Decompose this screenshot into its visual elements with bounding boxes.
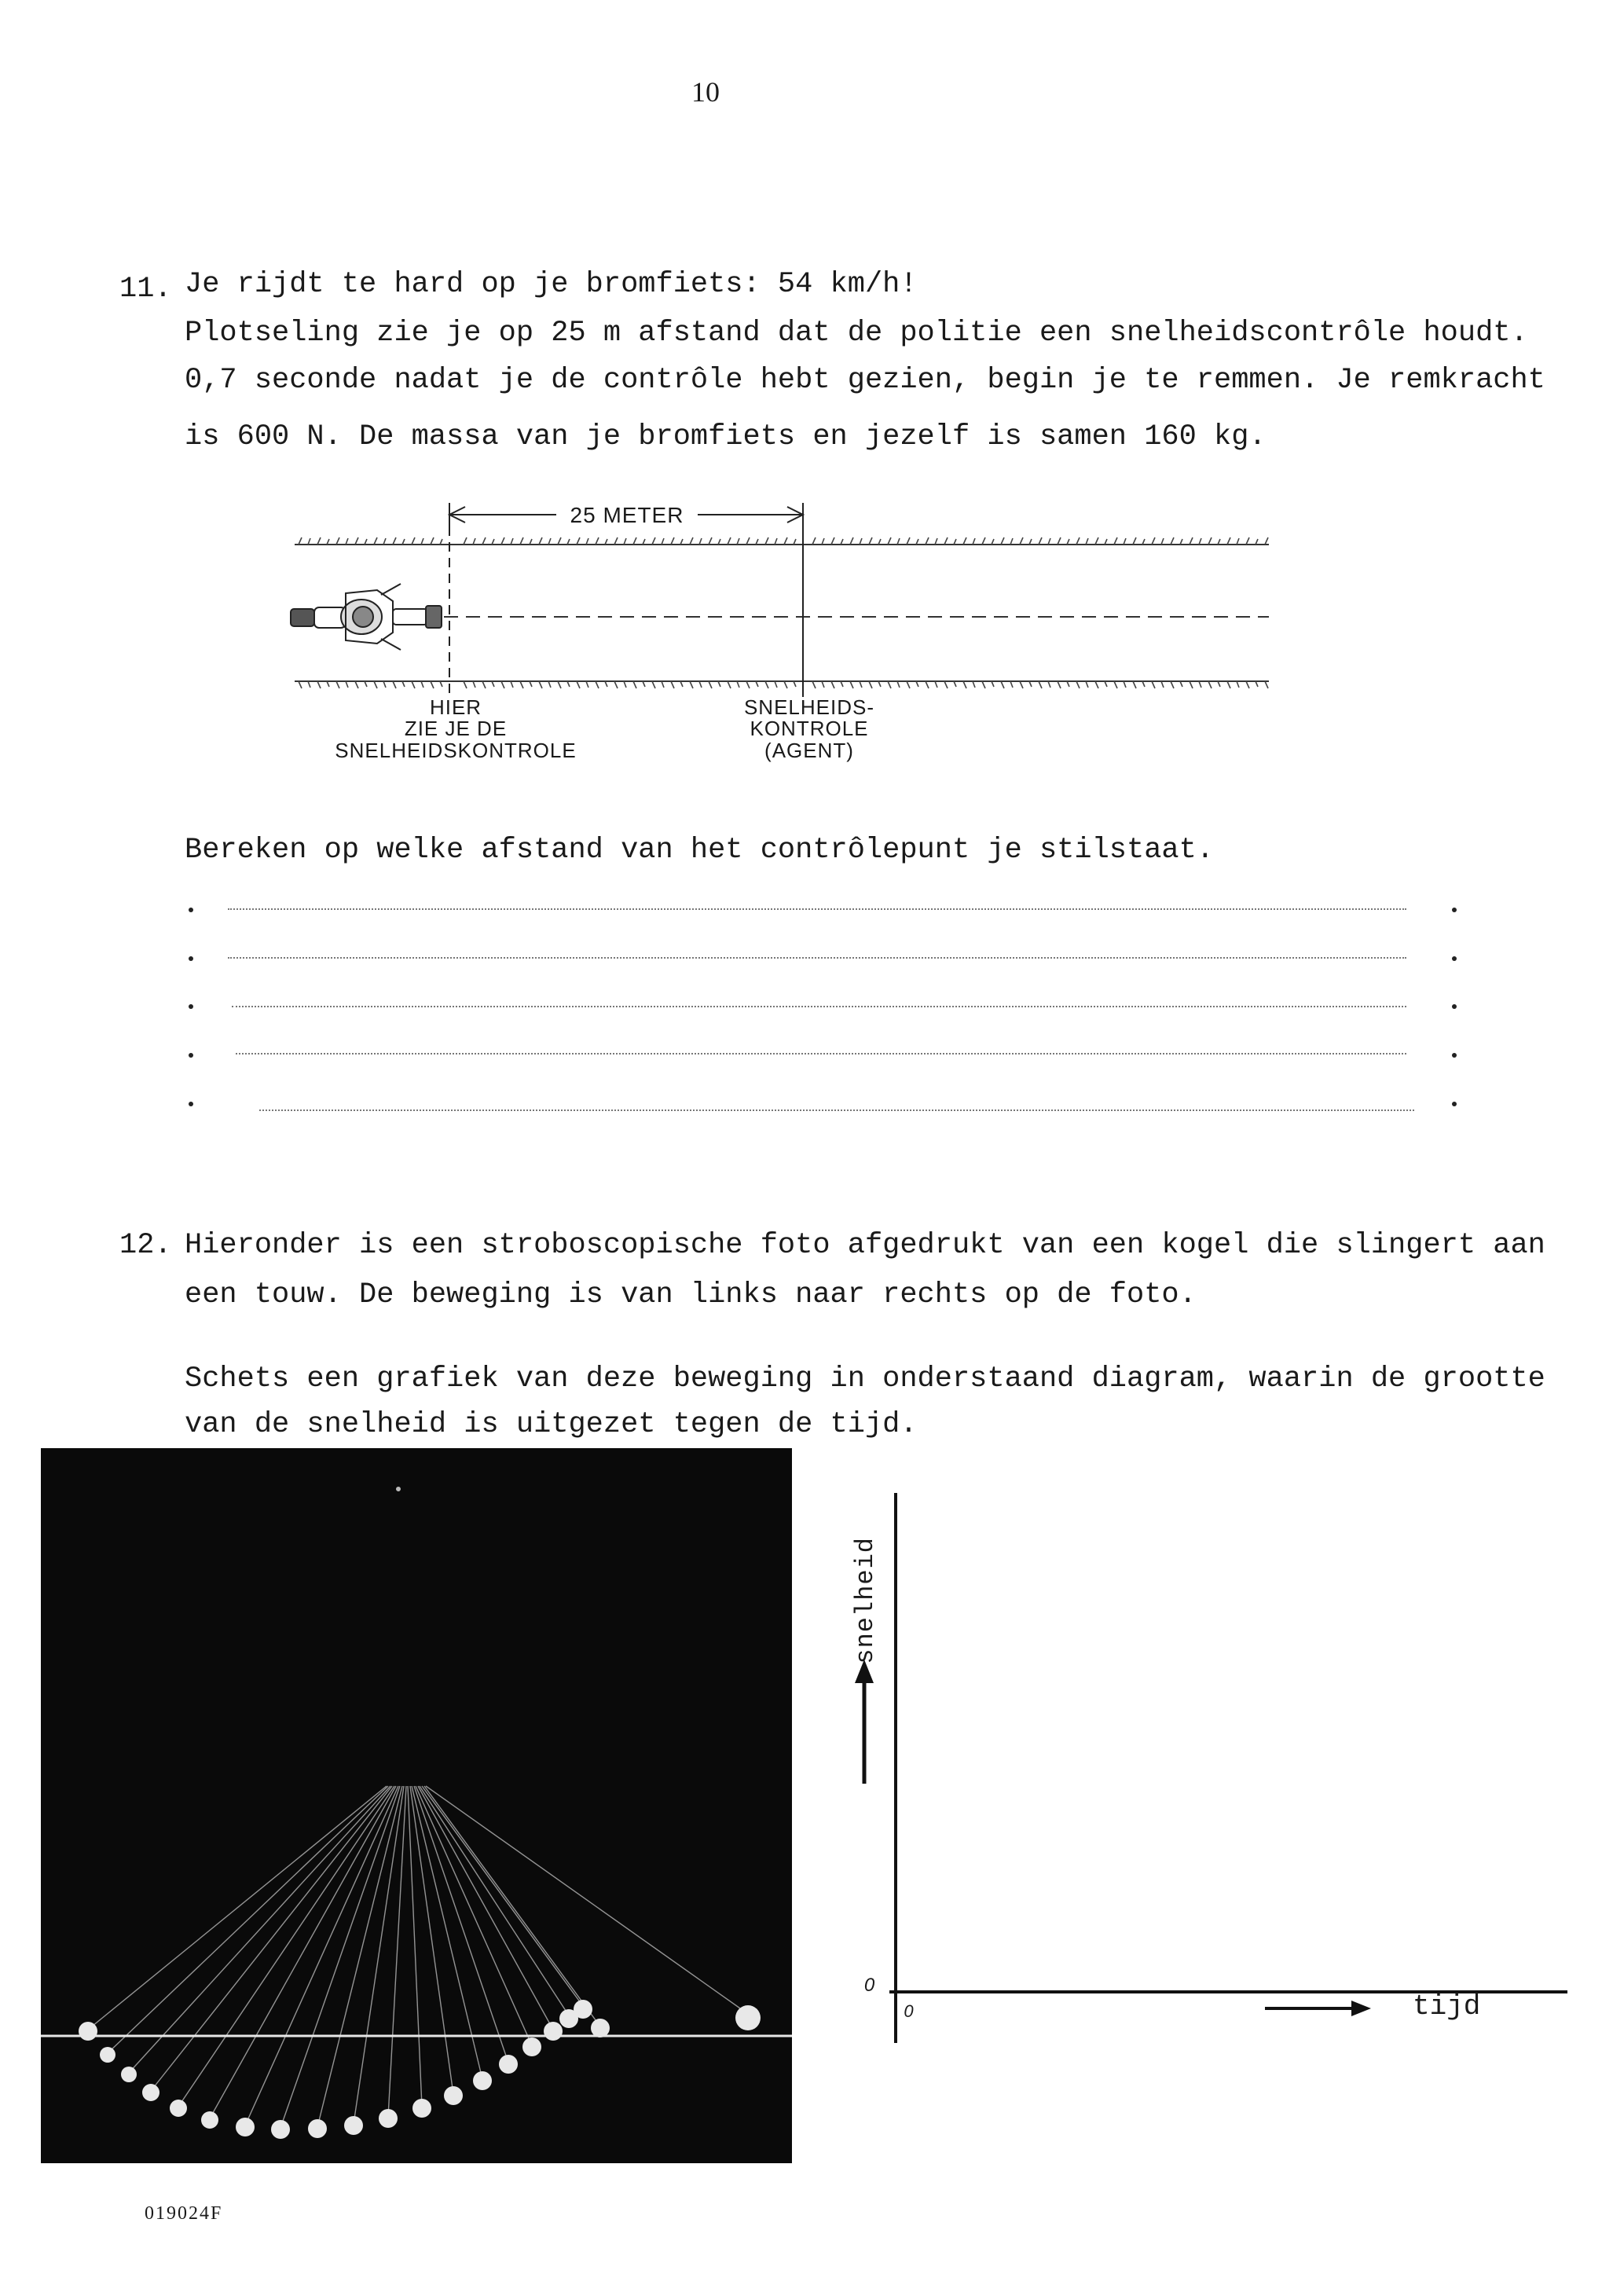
- distance-label: 25 METER: [570, 503, 684, 527]
- page-number: 10: [691, 76, 720, 108]
- label-here-line-1: HIER: [429, 695, 482, 719]
- pendulum-photo-drawing: [41, 1448, 792, 2163]
- answer-bullet-right: [1452, 908, 1457, 912]
- answer-line-4[interactable]: [236, 1053, 1406, 1054]
- q11-line-2: Plotseling zie je op 25 m afstand dat de politie een snelheidscontrôle houdt.: [185, 317, 1528, 350]
- answer-bullet-right: [1452, 1004, 1457, 1009]
- answer-bullet-left: [189, 956, 193, 961]
- answer-line-1[interactable]: [228, 908, 1406, 910]
- answer-bullet-left: [189, 908, 193, 912]
- q12-task-2: van de snelheid is uitgezet tegen de tijd.: [185, 1408, 918, 1441]
- label-here: [314, 697, 597, 761]
- diagram-axes: [841, 1477, 1579, 2059]
- moped-icon: [291, 584, 442, 650]
- label-control-line-3: (AGENT): [764, 738, 854, 762]
- q11-question: Bereken op welke afstand van het contrôlepunt je stilstaat.: [185, 834, 1215, 867]
- answer-bullet-right: [1452, 1102, 1457, 1106]
- answer-bullet-left: [189, 1102, 193, 1106]
- x-origin-label: 0: [904, 2001, 915, 2021]
- label-here-line-3: SNELHEIDSKONTROLE: [335, 738, 577, 762]
- label-control-line-2: KONTROLE: [750, 717, 869, 741]
- speed-time-diagram[interactable]: [841, 1477, 1579, 2059]
- label-control: [715, 697, 904, 761]
- y-origin-label: 0: [863, 1975, 876, 1996]
- road-figure: [259, 491, 1296, 774]
- q12-task-1: Schets een grafiek van deze beweging in onderstaand diagram, waarin de grootte: [185, 1363, 1545, 1396]
- answer-line-2[interactable]: [228, 957, 1406, 959]
- answer-bullet-right: [1452, 1053, 1457, 1058]
- q11-number: 11.: [119, 273, 172, 306]
- stroboscopic-photo: [41, 1448, 792, 2163]
- label-here-line-2: ZIE JE DE: [404, 717, 508, 741]
- q12-number: 12.: [119, 1229, 172, 1262]
- q11-line-1: Je rijdt te hard op je bromfiets: 54 km/h!: [185, 268, 918, 301]
- answer-bullet-left: [189, 1004, 193, 1009]
- answer-line-3[interactable]: [232, 1006, 1406, 1007]
- answer-bullet-right: [1452, 956, 1457, 961]
- answer-bullet-left: [189, 1053, 193, 1058]
- footer-code: 019024F: [145, 2203, 223, 2224]
- label-control-line-1: SNELHEIDS-: [743, 695, 875, 719]
- answer-line-5[interactable]: [259, 1109, 1414, 1111]
- q11-line-3: 0,7 seconde nadat je de contrôle hebt gezien, begin je te remmen. Je remkracht: [185, 364, 1545, 397]
- x-axis-label: tijd: [1413, 1990, 1481, 2023]
- q12-line-2: een touw. De beweging is van links naar rechts op de foto.: [185, 1278, 1197, 1311]
- q12-line-1: Hieronder is een stroboscopische foto afgedrukt van een kogel die slingert aan: [185, 1229, 1545, 1262]
- y-axis-label: snelheid: [851, 1536, 881, 1664]
- q11-line-4: is 600 N. De massa van je bromfiets en jezelf is samen 160 kg.: [185, 420, 1267, 453]
